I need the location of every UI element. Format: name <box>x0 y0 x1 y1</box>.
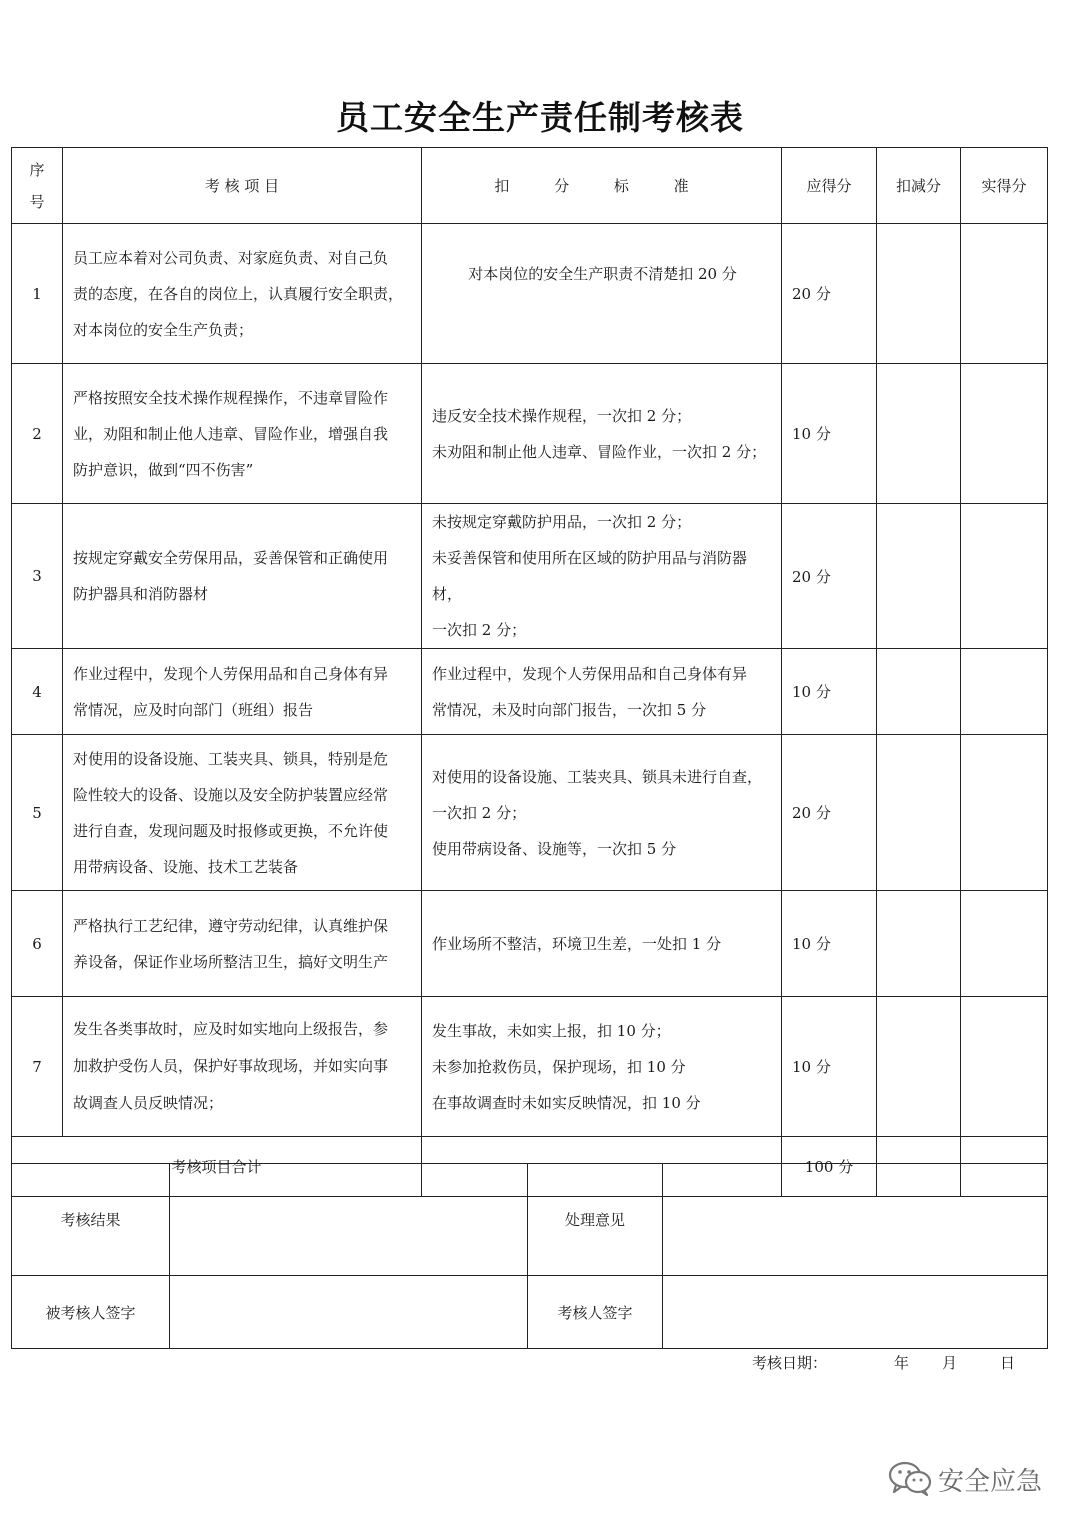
header-criteria: 扣 分 标 准 <box>422 148 782 224</box>
row-criteria-line: 未参加抢救伤员，保护现场，扣 10 分 <box>432 1057 686 1076</box>
assessee-signature-field[interactable] <box>170 1276 528 1349</box>
table-row <box>12 735 1048 891</box>
row-item-line: 责的态度，在各自的岗位上，认真履行安全职责， <box>73 284 404 303</box>
row-item-line: 作业过程中，发现个人劳保用品和自己身体有异 <box>73 664 389 683</box>
row-item <box>63 735 422 891</box>
row-seq: 4 <box>12 649 63 735</box>
row-criteria <box>422 735 782 891</box>
row-criteria-line: 发生事故，未如实上报，扣 10 分； <box>432 1021 671 1040</box>
row-item-line: 业，劝阻和制止他人违章、冒险作业，增强自我 <box>73 424 389 443</box>
total-label: 考核项目合计 <box>12 1137 422 1197</box>
opinion-label: 处理意见 <box>528 1164 663 1276</box>
row-actual-field[interactable] <box>961 504 1048 649</box>
header-row <box>12 148 1048 224</box>
row-criteria-line: 在事故调查时未如实反映情况，扣 10 分 <box>432 1093 701 1112</box>
signature-row <box>12 1276 1048 1349</box>
row-item <box>63 504 422 649</box>
date-label: 考核日期： <box>752 1354 828 1372</box>
row-actual-field[interactable] <box>961 735 1048 891</box>
row-deduct-field[interactable] <box>877 224 961 364</box>
header-seq: 序 号 <box>12 148 63 224</box>
header-deduct: 扣减分 <box>877 148 961 224</box>
opinion-field[interactable] <box>663 1164 1048 1276</box>
row-criteria-line: 未劝阻和制止他人违章、冒险作业，一次扣 2 分； <box>432 442 767 461</box>
row-item <box>63 891 422 997</box>
row-item-line: 险性较大的设备、设施以及安全防护装置应经常 <box>73 785 389 804</box>
row-item <box>63 224 422 364</box>
row-actual-field[interactable] <box>961 364 1048 504</box>
row-criteria-line: 未按规定穿戴防护用品，一次扣 2 分； <box>432 513 692 531</box>
row-actual-field[interactable] <box>961 224 1048 364</box>
row-item <box>63 649 422 735</box>
row-points: 20 分 <box>782 735 877 891</box>
row-points: 10 分 <box>782 891 877 997</box>
row-item-line: 养设备，保证作业场所整洁卫生，搞好文明生产 <box>73 952 389 971</box>
row-item-line: 故调查人员反映情况； <box>73 1094 224 1112</box>
row-points: 20 分 <box>782 504 877 649</box>
row-criteria-line: 违反安全技术操作规程，一次扣 2 分； <box>432 406 692 425</box>
row-points: 10 分 <box>782 364 877 504</box>
row-seq: 7 <box>12 997 63 1137</box>
row-actual-field[interactable] <box>961 649 1048 735</box>
row-item-line: 防护器具和消防器材 <box>73 585 209 603</box>
table-row <box>12 364 1048 504</box>
row-item-line: 进行自查，发现问题及时报修或更换，不允许使 <box>73 821 389 840</box>
table-row <box>12 649 1048 735</box>
row-deduct-field[interactable] <box>877 997 961 1137</box>
header-seq-text: 序 <box>29 160 45 179</box>
assessor-signature-field[interactable] <box>663 1276 1048 1349</box>
header-item: 考 核 项 目 <box>63 148 422 224</box>
row-points: 20 分 <box>782 224 877 364</box>
row-deduct-field[interactable] <box>877 504 961 649</box>
page-title: 员工安全生产责任制考核表 <box>336 98 744 137</box>
table-row <box>12 891 1048 997</box>
row-item-line: 常情况，应及时向部门（班组）报告 <box>73 700 314 719</box>
sign-table <box>11 1163 1048 1349</box>
assessor-label: 考核人签字 <box>528 1276 663 1349</box>
row-item-line: 加救护受伤人员，保护好事故现场，并如实向事 <box>73 1057 389 1075</box>
table-row <box>12 504 1048 649</box>
row-criteria-line: 常情况，未及时向部门报告，一次扣 5 分 <box>432 700 707 719</box>
row-item <box>63 364 422 504</box>
row-item <box>63 997 422 1137</box>
row-criteria-line: 一次扣 2 分； <box>432 621 527 639</box>
result-field[interactable] <box>170 1164 528 1276</box>
row-deduct-field[interactable] <box>877 891 961 997</box>
row-criteria-line: 未妥善保管和使用所在区域的防护用品与消防器材， <box>432 549 748 603</box>
row-item-line: 按规定穿戴安全劳保用品，妥善保管和正确使用 <box>73 549 389 567</box>
row-actual-field[interactable] <box>961 891 1048 997</box>
row-item-line: 用带病设备、设施、技术工艺装备 <box>73 857 299 876</box>
row-criteria-line: 作业过程中，发现个人劳保用品和自己身体有异 <box>432 664 748 683</box>
wechat-icon <box>888 1461 934 1497</box>
row-criteria-line: 对本岗位的安全生产职责不清楚扣 20 分 <box>468 265 737 283</box>
row-criteria <box>422 649 782 735</box>
assessment-table <box>11 147 1048 1197</box>
row-item-line: 防护意识，做到“四不伤害” <box>73 460 254 479</box>
row-seq: 2 <box>12 364 63 504</box>
row-item-line: 严格按照安全技术操作规程操作，不违章冒险作 <box>73 388 389 407</box>
row-item-line: 对本岗位的安全生产负责； <box>73 320 254 339</box>
row-item-line: 员工应本着对公司负责、对家庭负责、对自己负 <box>73 248 389 267</box>
row-deduct-field[interactable] <box>877 735 961 891</box>
row-criteria <box>422 504 782 649</box>
row-criteria <box>422 364 782 504</box>
rows-body <box>12 224 1048 1137</box>
table-row <box>12 997 1048 1137</box>
row-criteria-line: 对使用的设备设施、工装夹具、锁具未进行自查， <box>432 767 763 786</box>
row-seq: 3 <box>12 504 63 649</box>
row-seq: 1 <box>12 224 63 364</box>
total-points: 100 分 <box>782 1137 877 1197</box>
row-criteria-line: 使用带病设备、设施等，一次扣 5 分 <box>432 839 677 858</box>
row-criteria-line: 一次扣 2 分； <box>432 803 527 822</box>
row-points: 10 分 <box>782 997 877 1137</box>
date-year: 年 <box>894 1354 910 1372</box>
row-item-line: 对使用的设备设施、工装夹具、锁具，特别是危 <box>73 749 389 768</box>
result-row <box>12 1164 1048 1276</box>
row-deduct-field[interactable] <box>877 649 961 735</box>
header-actual: 实得分 <box>961 148 1048 224</box>
row-criteria <box>422 224 782 364</box>
result-label: 考核结果 <box>12 1164 170 1276</box>
table-row <box>12 224 1048 364</box>
row-points: 10 分 <box>782 649 877 735</box>
assessee-label: 被考核人签字 <box>12 1276 170 1349</box>
date-day: 日 <box>1000 1354 1016 1372</box>
header-points: 应得分 <box>782 148 877 224</box>
row-deduct-field[interactable] <box>877 364 961 504</box>
row-seq: 6 <box>12 891 63 997</box>
watermark-text: 安全应急 <box>938 1467 1043 1497</box>
row-criteria <box>422 891 782 997</box>
row-criteria-line: 作业场所不整洁，环境卫生差，一处扣 1 分 <box>432 934 722 953</box>
watermark <box>888 1455 1058 1505</box>
date-month: 月 <box>942 1354 958 1372</box>
row-criteria <box>422 997 782 1137</box>
row-item-line: 发生各类事故时，应及时如实地向上级报告，参 <box>73 1020 389 1038</box>
row-actual-field[interactable] <box>961 997 1048 1137</box>
row-seq: 5 <box>12 735 63 891</box>
row-item-line: 严格执行工艺纪律，遵守劳动纪律，认真维护保 <box>73 916 389 935</box>
